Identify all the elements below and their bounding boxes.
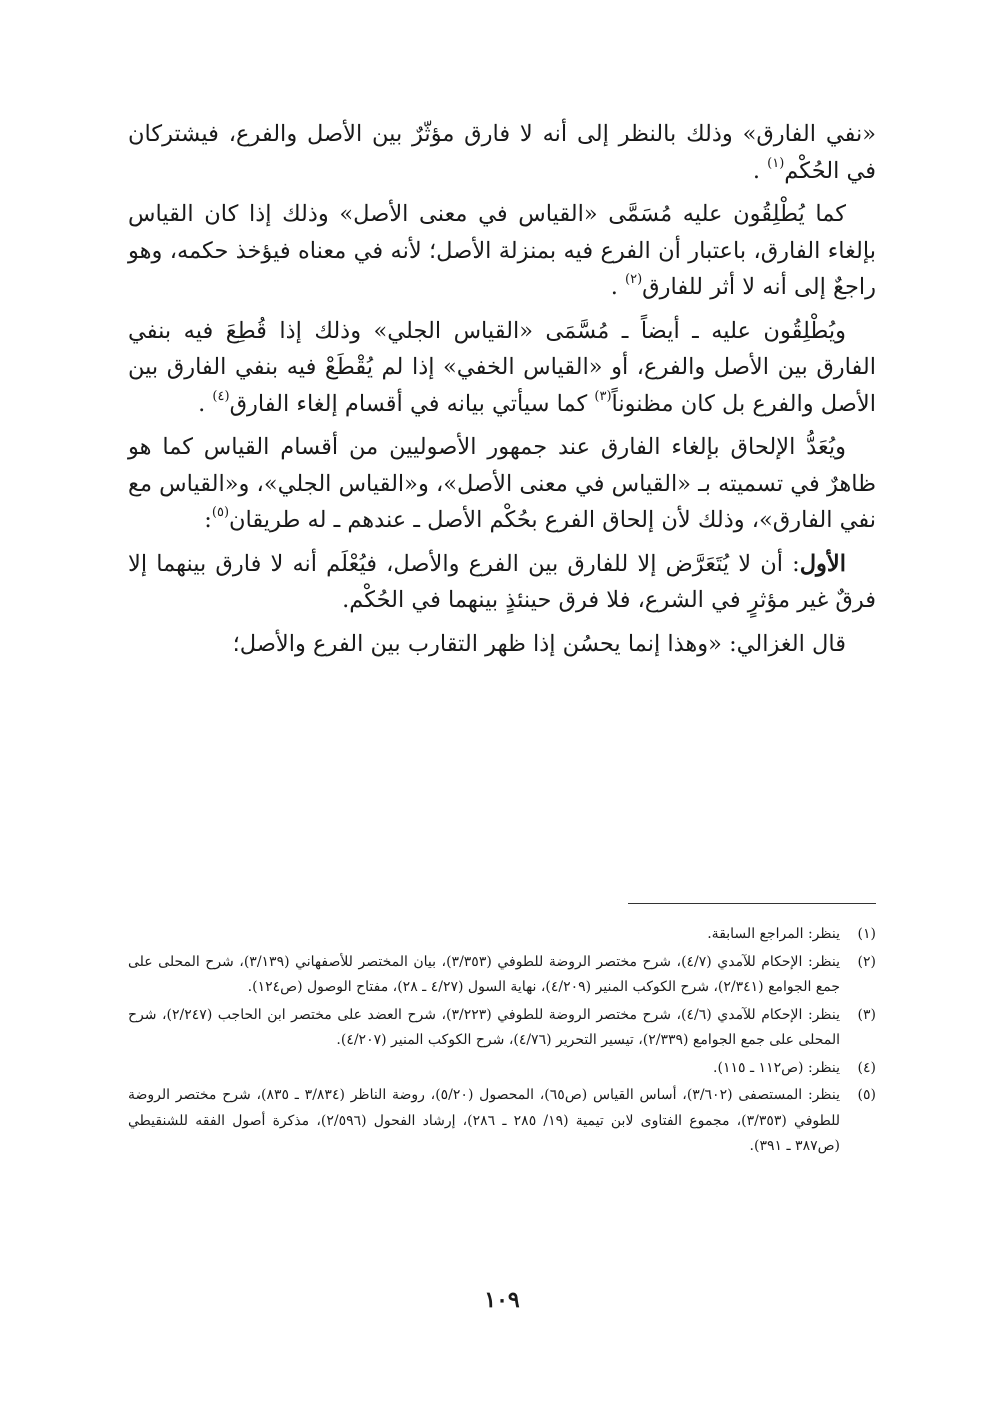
footnote-divider [628,903,876,904]
paragraph-1: «نفي الفارق» وذلك بالنظر إلى أنه لا فارق مؤثّرٌ بين الأصل والفرع، فيشتركان في الحُكْم$^{(١)}$ . [128,121,876,184]
page-number: ١٠٩ [484,1287,520,1313]
footnote-2 [128,950,876,1001]
footnote-text: ينظر: المستصفى (٣/٦٠٢)، أساس القياس (ص٦٥)، المحصول (٥/٢٠)، روضة الناظر (٣/٨٣٤ ـ ٨٣٥)، شرح مختصر الروضة للطوفي (٣/٣٥٣)، مجموع الفتاوى لابن تيمية (١٩/ ٢٨٥ ـ ٢٨٦)، إرشاد الفحول (٢/٥٩٦)، مذكرة أصول الفقه للشنقيطي (ص٣٨٧ ـ ٣٩١). [128,1087,841,1154]
main-text [128,116,876,669]
footnote-ref-3[interactable]: (٣) [594,388,612,404]
footnote-3 [128,1003,876,1054]
footnote-number: (٥) [857,1087,876,1103]
footnote-number: (١) [857,926,876,942]
footnote-text: ينظر: الإحكام للآمدي (٤/٧)، شرح مختصر الروضة للطوفي (٣/٣٥٣)، بيان المختصر للأصفهاني (٣/١٣٩)، شرح المحلى على جمع الجوامع (٢/٣٤١)، شرح الكوكب المنير (٤/٢٠٩)، نهاية السول (٤/٢٧ ـ ٢٨)، مفتاح الوصول (ص١٢٤). [128,953,840,995]
footnote-ref-4[interactable]: (٤) [212,388,230,404]
paragraph-5: الأول: أن لا يُتَعَرَّض إلا للفارق بين الفرع والأصل، فيُعْلَم أنه لا فارق بينهما إلا فرقٌ غير مؤثرٍ في الشرع، فلا فرق حينئذٍ بينهما في الحُكْم. [128,550,876,613]
footnote-number: (٣) [857,1006,876,1023]
first-method-label: الأول [799,550,846,577]
footnote-text: ينظر: (ص١١٢ ـ ١١٥). [713,1059,840,1076]
footnote-text: ينظر: الإحكام للآمدي (٤/٦)، شرح مختصر الروضة للطوفي (٣/٢٢٣)، شرح العضد على مختصر ابن الحاجب (٢/٢٤٧)، شرح المحلى على جمع الجوامع (٢/٣٣٩)، تيسير التحرير (٤/٧٦)، شرح الكوكب المنير (٤/٢٠٧). [128,1006,840,1048]
footnote-4 [128,1056,876,1082]
footnote-1 [128,922,876,948]
paragraph-3: ويُطْلِقُون عليه ـ أيضاً ـ مُسَّمَى «القياس الجلي» وذلك إذا قُطِعَ فيه بنفي الفارق بين الأصل والفرع، أو «القياس الخفي» إذا لم يُقْطَعْ فيه بنفي الفارق بين الأصل والفرع بل كان مظنوناً$^{(٣)}$ كما سيأتي بيانه في أقسام إلغاء الفارق$^{(٤)}$ . [128,317,876,417]
footnote-ref-5[interactable]: (٥) [211,505,230,520]
paragraph-6: قال الغزالي: «وهذا إنما يحسُن إذا ظهر التقارب بين الفرع والأصل؛ [232,630,846,657]
paragraph-4: ويُعَدُّ الإلحاق بإلغاء الفارق عند جمهور الأصوليين من أقسام القياس كما هو ظاهرٌ في تسميته بـ «القياس في معنى الأصل»، و«القياس الجلي»، و«القياس مع نفي الفارق»، وذلك لأن إلحاق الفرع بحُكْم الأصل ـ عندهم ـ له طريقان$^{(٥)}$: [128,434,876,533]
footnote-ref-2[interactable]: (٢) [625,272,643,287]
footnote-number: (٢) [857,953,876,970]
paragraph-2: كما يُطْلِقُون عليه مُسَمَّى «القياس في معنى الأصل» وذلك إذا كان القياس بإلغاء الفارق، باعتبار أن الفرع فيه بمنزلة الأصل؛ لأنه في معناه فيؤخذ حكمه، وهو راجعٌ إلى أنه لا أثر للفارق$^{(٢)}$ . [128,201,876,300]
footnote-text: ينظر: المراجع السابقة. [707,926,840,942]
footnote-ref-1[interactable]: (١) [767,155,785,171]
footnote-5 [128,1083,876,1160]
footnote-number: (٤) [857,1059,876,1076]
footnotes [128,922,876,1162]
